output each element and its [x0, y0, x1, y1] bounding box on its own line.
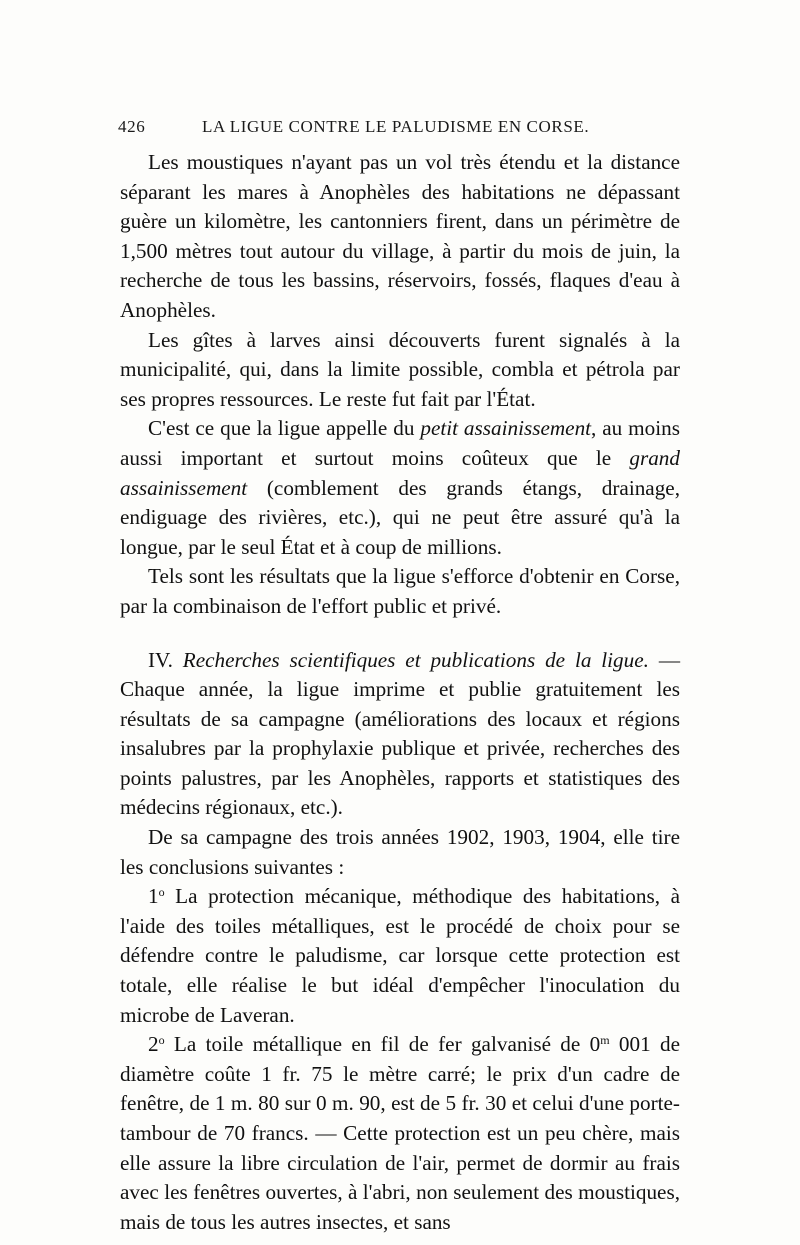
running-head: [118, 117, 678, 137]
ordinal-mark: o: [158, 885, 165, 900]
paragraph-text: (comblement des grands étangs, drainage, endiguage des rivières, etc.), qui ne peut être assuré qu'à la longue, par le seul État et à coup de millions.: [120, 475, 680, 559]
paragraph-text: La toile métallique en fil de fer galvanisé de 0: [164, 1032, 601, 1057]
conclusion-item-2: [120, 1030, 680, 1237]
paragraph-petit-assainissement: [120, 414, 680, 562]
section-iv-paragraph: [120, 646, 680, 824]
item-number: 1: [148, 884, 159, 909]
paragraph-results: Tels sont les résultats que la ligue s'efforce d'obtenir en Corse, par la combinaison de l'effort public et privé.: [120, 564, 680, 618]
paragraph-text: 001 de diamètre coûte 1 fr. 75 le mètre carré; le prix d'un cadre de fenêtre, de 1 m. 80 sur 0 m. 90, est de 5 fr. 30 et celui d'une porte-tambour de 70 francs. — Cette protection est un peu chère, mais elle assure la libre circulation de l'air, permet de dormir au frais avec les fenêtres ouvertes, à l'abri, non seulement des moustiques, mais de tous les autres insectes, et sans: [120, 1032, 681, 1234]
paragraph-text: — Chaque année, la ligue imprime et publie gratuitement les résultats de sa campagne (améliorations des locaux et régions insalubres par la prophylaxie publique et privée, recherches des points palustres, par les Anophèles, rapports et statistiques des médecins régionaux, etc.).: [120, 647, 681, 820]
running-title: LA LIGUE CONTRE LE PALUDISME EN CORSE.: [202, 117, 590, 136]
section-number: IV.: [148, 647, 183, 672]
italic-term: grand assainissement: [120, 445, 680, 500]
conclusion-item-1: [120, 882, 680, 1030]
paragraph-larvae-sites: Les gîtes à larves ainsi découverts furent signalés à la municipalité, qui, dans la limite possible, combla et pétrola par ses propres ressources. Le reste fut fait par l'État.: [120, 327, 680, 411]
page-number: 426: [118, 117, 146, 136]
paragraph-conclusions-intro: De sa campagne des trois années 1902, 1903, 1904, elle tire les conclusions suivantes :: [120, 825, 680, 879]
ordinal-mark: o: [158, 1033, 165, 1048]
body-text: [120, 148, 680, 1237]
item-number: 2: [148, 1032, 159, 1057]
paragraph-mosquito-range: Les moustiques n'ayant pas un vol très étendu et la distance séparant les mares à Anophèles des habitations ne dépassant guère un kilomètre, les cantonniers firent, dans un périmètre de 1,500 mètres tout autour du village, à partir du mois de juin, la recherche de tous les bassins, réservoirs, fossés, flaques d'eau à Anophèles.: [120, 150, 680, 322]
italic-term: petit assainissement: [420, 416, 592, 441]
paragraph-text: La protection mécanique, méthodique des habitations, à l'aide des toiles métalliques, est le procédé de choix pour se défendre contre le paludisme, car lorsque cette protection est totale, elle réalise le but idéal d'empêcher l'inoculation du microbe de Laveran.: [120, 884, 680, 1027]
paragraph-text: , au moins aussi important et surtout moins coûteux que le: [120, 416, 680, 470]
section-heading: Recherches scientifiques et publications de la ligue.: [182, 647, 649, 672]
unit-mark: m: [600, 1033, 610, 1048]
paragraph-text: C'est ce que la ligue appelle du: [148, 416, 421, 441]
